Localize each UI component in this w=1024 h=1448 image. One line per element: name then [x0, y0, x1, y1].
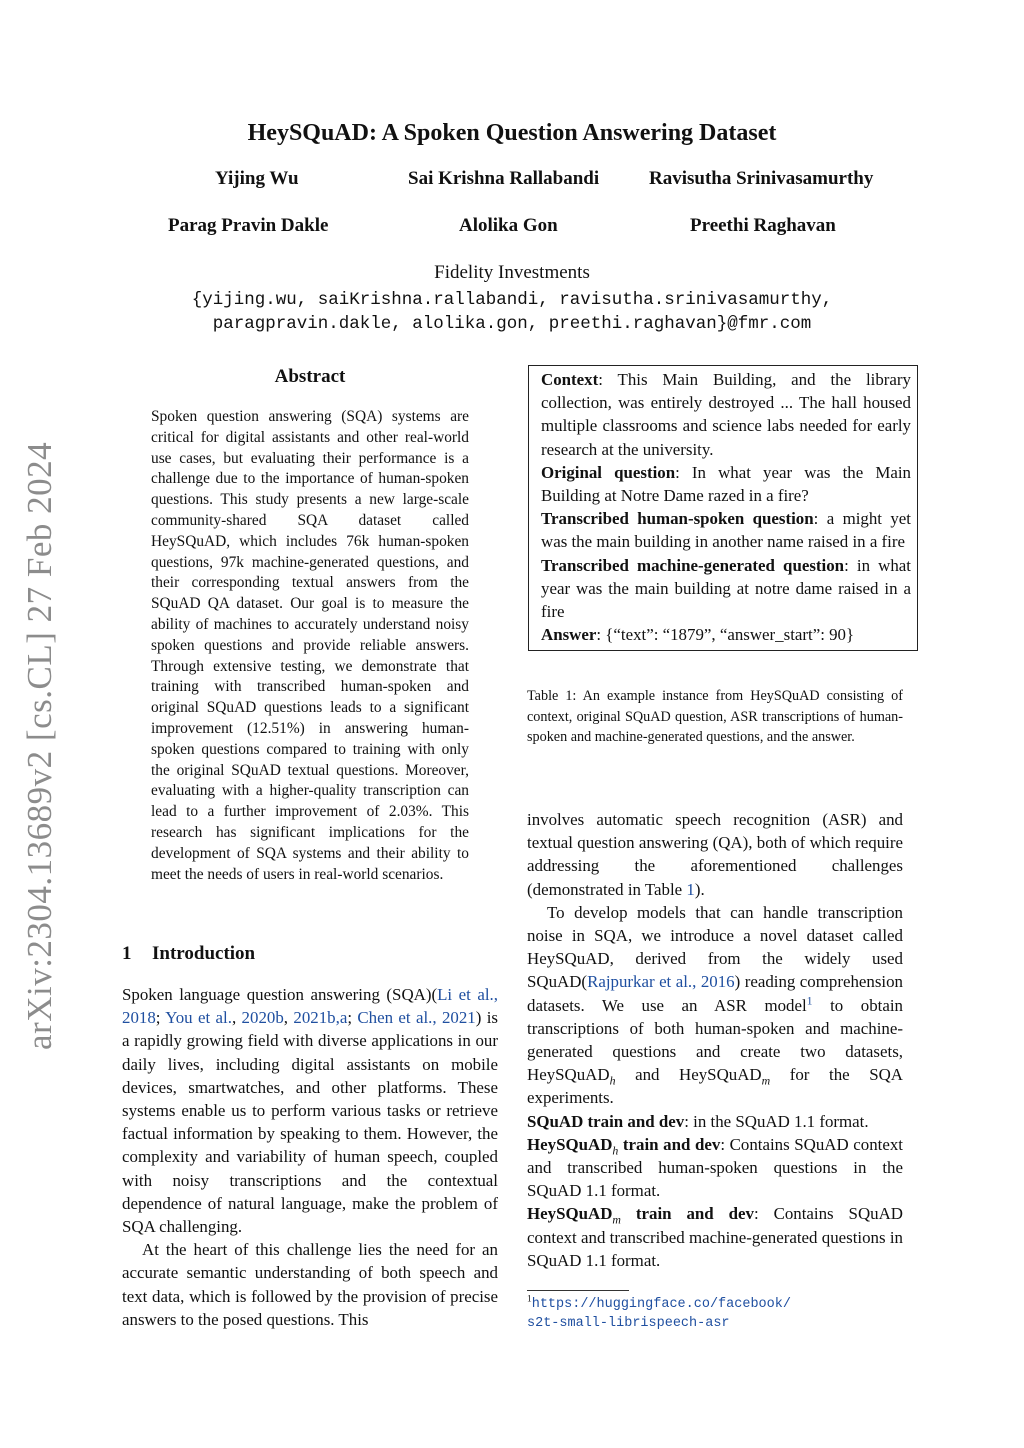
table-row-machine-question: Transcribed machine-generated question: in what year was the main building at notre dame raised in a fire [541, 555, 911, 622]
author-1: Yijing Wu [215, 168, 299, 189]
abstract-heading: Abstract [274, 366, 346, 387]
author-6: Preethi Raghavan [690, 215, 836, 236]
right-paragraph-2: To develop models that can handle transcription noise in SQA, we introduce a novel dataset called HeySQuAD, derived from the widely used SQuAD(Rajpurkar et al., 2016) reading comprehension datasets. We use an ASR model$^1$ to obtain transcriptions of both human-spoken and machine-generated questions and create two datasets, HeySQuAD$_h$ and HeySQuAD$_m$ for the SQA experiments. [527, 902, 903, 1108]
intro-paragraph-1: Spoken language question answering (SQA)(Li et al., 2018; You et al., 2020b, 2021b,a; Chen et al., 2021) is a rapidly growing field with diverse applications in our daily lives, including digital assistants on mobile devices, smartwatches, and other platforms. These systems enable us to perform various tasks or retrieve factual information by speaking to them. However, the complexity and variability of human speech, coupled with noisy transcriptions and the contextual dependence of natural language, make the problem of SQA challenging. [122, 985, 499, 1237]
example-table-box [528, 365, 918, 651]
citation-link[interactable]: Li et al., 2018 [122, 985, 498, 1028]
author-2: Sai Krishna Rallabandi [408, 168, 600, 189]
footnote-line-1 [527, 1293, 907, 1314]
footnote-url-link[interactable]: https://huggingface.co/facebook/ [531, 1297, 791, 1312]
citation-link[interactable]: Rajpurkar et al., 2016 [587, 972, 735, 992]
author-3: Ravisutha Srinivasamurthy [649, 168, 874, 189]
citation-link[interactable]: 2021b,a [293, 1008, 348, 1028]
section-number: 1 [122, 943, 132, 964]
table-row-original-question: Original question: In what year was the Main Building at Notre Dame razed in a fire? [541, 462, 911, 506]
right-column-body [527, 808, 903, 1272]
footnote [527, 1293, 907, 1333]
citation-link[interactable]: 2020b [241, 1008, 284, 1028]
table-caption: Table 1: An example instance from HeySQuAD consisting of context, original SQuAD question, ASR transcriptions of human-spoken and machine-generated questions, and the answer. [527, 688, 903, 745]
emails-line-1: {yijing.wu, saiKrishna.rallabandi, ravisutha.srinivasamurthy, [191, 290, 833, 310]
dataset-item-squad: SQuAD train and dev: in the SQuAD 1.1 format. [527, 1111, 869, 1131]
section-title: Introduction [152, 943, 256, 964]
table-reference-link[interactable]: 1 [686, 879, 695, 899]
citation-link[interactable]: You et al. [165, 1008, 232, 1028]
table-row-answer: Answer: {“text”: “1879”, “answer_start”: 90} [541, 625, 855, 645]
abstract-text: Spoken question answering (SQA) systems are critical for digital assistants and other real-world use cases, but evaluating their performance is a challenge due to the importance of human-spoken questions. This study presents a new large-scale community-shared SQA dataset called HeySQuAD, which includes 76k human-spoken questions, 97k machine-generated questions, and their corresponding textual answers from the SQuAD QA dataset. Our goal is to measure the ability of machines to accurately understand noisy spoken questions and provide reliable answers. Through extensive testing, we demonstrate that training with transcribed human-spoken and original SQuAD questions leads to a significant improvement (12.51%) in answering human-spoken questions compared to training with only the original SQuAD textual questions. Moreover, evaluating with a higher-quality transcription can lead to a further improvement of 2.03%. This research has significant implications for the development of SQA systems and their ability to meet the needs of users in real-world scenarios. [151, 408, 469, 883]
citation-link[interactable]: Chen et al., 2021 [357, 1008, 476, 1028]
footnote-mark: 1 [527, 1294, 532, 1305]
footnote-marker[interactable]: 1 [806, 993, 813, 1007]
emails-line-2: paragpravin.dakle, alolika.gon, preethi.raghavan}@fmr.com [212, 314, 812, 334]
arxiv-identifier-stamp: arXiv:2304.13689v2 [cs.CL] 27 Feb 2024 [20, 441, 59, 1050]
introduction-body [122, 983, 498, 1331]
affiliation: Fidelity Investments [434, 262, 590, 283]
footnote-divider [527, 1290, 629, 1291]
dataset-item-heysquad-m: HeySQuAD$_m$ train and dev: Contains SQuAD context and transcribed machine-generated questions in SQuAD 1.1 format. [527, 1204, 903, 1270]
intro-paragraph-2: At the heart of this challenge lies the need for an accurate semantic understanding of both speech and text data, which is followed by the provision of precise answers to the posed questions. This [122, 1240, 498, 1329]
dataset-item-heysquad-h: HeySQuAD$_h$ train and dev: Contains SQuAD context and transcribed human-spoken questions in the SQuAD 1.1 format. [527, 1134, 903, 1201]
paper-title: HeySQuAD: A Spoken Question Answering Dataset [247, 120, 777, 146]
section-heading-introduction [122, 943, 255, 965]
table-row-human-question: Transcribed human-spoken question: a might yet was the main building in another name raised in a fire [541, 509, 911, 552]
author-5: Alolika Gon [459, 215, 558, 236]
author-emails [0, 288, 1024, 336]
author-4: Parag Pravin Dakle [168, 215, 329, 236]
right-paragraph-1: involves automatic speech recognition (ASR) and textual question answering (QA), both of which require addressing the aforementioned challenges (demonstrated in Table 1). [527, 810, 903, 899]
footnote-url-continued[interactable]: s2t-small-librispeech-asr [527, 1316, 730, 1331]
table-row-context: Context: This Main Building, and the library collection, was entirely destroyed ... The hall housed multiple classrooms and science labs needed for early research at the university. [541, 370, 911, 459]
